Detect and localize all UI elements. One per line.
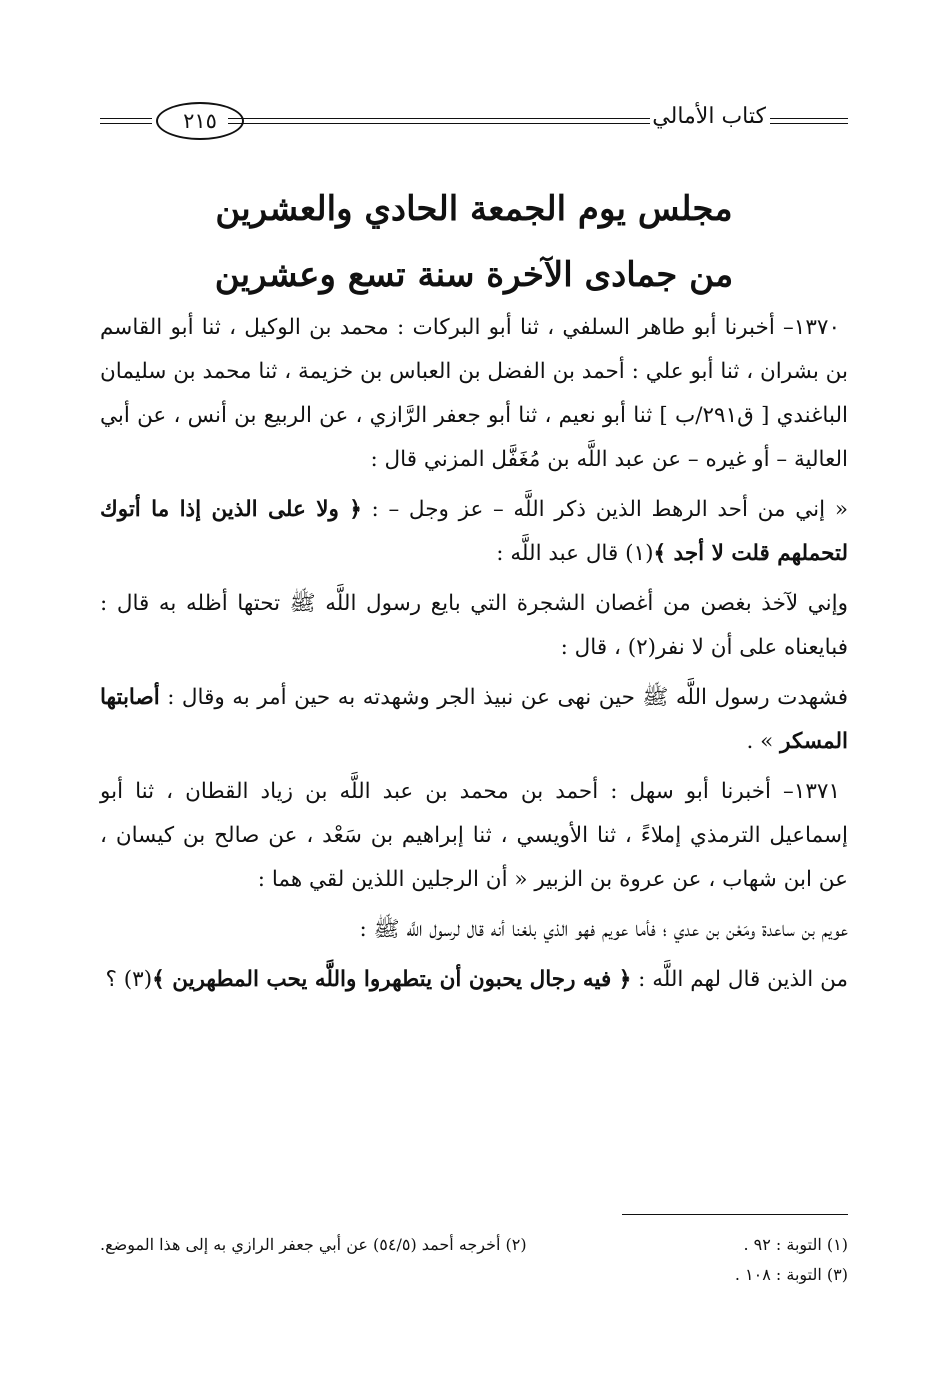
chapter-heading <box>100 176 848 308</box>
chapter-heading-line-2: من جمادى الآخرة سنة تسع وعشرين <box>214 255 734 295</box>
matn-text: (١) قال عبد اللَّه : <box>496 541 654 566</box>
hadith-1371-matn-2 <box>100 958 848 1002</box>
page-number: ٢١٥ <box>156 102 244 140</box>
bold-phrase: أصابتها المسكر <box>100 685 848 754</box>
header-rule-left <box>100 118 152 124</box>
matn-text: من الذين قال لهم اللَّه : <box>631 967 848 992</box>
hadith-1370-matn-3 <box>100 676 848 764</box>
hadith-1371-isnad: ١٣٧١– أخبرنا أبو سهل : أحمد بن محمد بن عبد اللَّه بن زياد القطان ، ثنا أبو إسماعيل الترمذي إملاءً ، ثنا الأويسي ، ثنا إبراهيم بن سَعْد ، عن صالح بن كيسان ، عن ابن شهاب ، عن عروة بن الزبير « أن الرجلين اللذين لقي هما : <box>100 779 848 892</box>
matn-text: » . <box>746 729 781 754</box>
hadith-1370-matn-2: وإني لآخذ بغصن من أغصان الشجرة التي بايع رسول اللَّه ﷺ تحتها أظله به قال : فبايعناه على أن لا نفر(٢) ، قال : <box>100 591 848 660</box>
hadith-1370-isnad: ١٣٧٠– أخبرنا أبو طاهر السلفي ، ثنا أبو البركات : محمد بن الوكيل ، ثنا أبو القاسم بن بشران ، ثنا أبو علي : أحمد بن الفضل بن العباس بن خزيمة ، ثنا محمد بن سليمان الباغندي [ ق٢٩١/ب ] ثنا أبو نعيم ، ثنا أبو جعفر الرَّازي ، عن الربيع بن أنس ، عن أبي العالية – أو غيره – عن عبد اللَّه بن مُغَفَّل المزني قال : <box>100 315 848 472</box>
body-text <box>100 306 848 1008</box>
matn-text: « إني من أحد الرهط الذين ذكر اللَّه – عز وجل – : <box>361 497 848 522</box>
matn-text: فشهدت رسول اللَّه ﷺ حين نهى عن نبيذ الجر وشهدته به حين أمر به وقال : <box>159 685 848 710</box>
footnotes <box>100 1230 848 1290</box>
chapter-heading-line-1: مجلس يوم الجمعة الحادي والعشرين <box>215 189 733 229</box>
footnote-separator <box>622 1214 848 1215</box>
footnote-row <box>100 1260 848 1290</box>
quran-quote: ﴿ ولا على الذين إذا ما أتوك لتحملهم قلت لا أجد ﴾ <box>100 497 848 566</box>
hadith-1370-matn-1 <box>100 488 848 576</box>
footnote-2: (٢) أخرجه أحمد (٥٤/٥) عن أبي جعفر الرازي به إلى هذا الموضع. <box>100 1235 527 1254</box>
hadith-1371-matn-1: عويم بن ساعدة ومَعْن بن عدي ؛ فأما عويم فهو الذي بلغنا أنه قال لرسول اللَّه ﷺ : <box>359 917 848 942</box>
matn-text: (٣) ؟ <box>105 967 153 992</box>
footnote-3: (٣) التوبة : ١٠٨ . <box>734 1265 848 1284</box>
footnote-1: (١) التوبة : ٩٢ . <box>743 1235 848 1254</box>
book-title: كتاب الأمالي <box>652 104 766 129</box>
header-rule-middle <box>228 118 650 124</box>
running-header <box>100 100 848 144</box>
footnote-row <box>100 1230 848 1260</box>
header-rule-right <box>770 118 848 124</box>
quran-quote: ﴿ فيه رجال يحبون أن يتطهروا واللَّه يحب المطهرين ﴾ <box>152 967 632 992</box>
